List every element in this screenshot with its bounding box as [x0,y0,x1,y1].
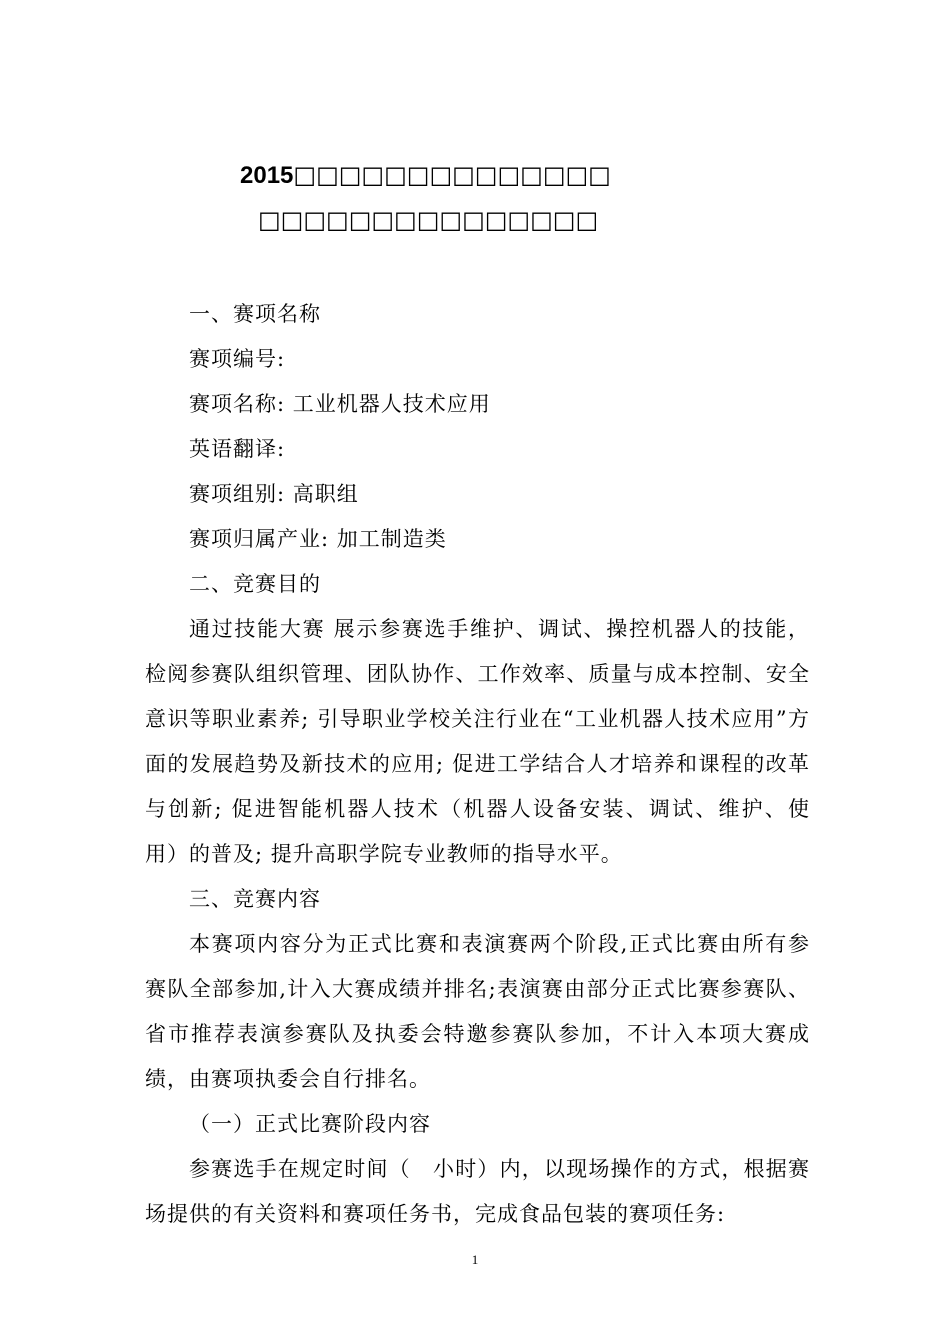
section-heading-purpose: 二、竞赛目的 [189,572,321,596]
field-event-group: 赛项组别: 高职组 [189,482,359,506]
document-body [145,292,810,1237]
title-year: 2015 [240,162,294,189]
document-title-line-2: □□□□□□□□□□□□□□□ [258,206,599,234]
title-line-1-text: □□□□□□□□□□□□□□ [293,161,611,189]
subsection-heading-formal-stage: （一）正式比赛阶段内容 [189,1112,431,1136]
field-event-industry: 赛项归属产业: 加工制造类 [189,527,447,551]
document-title-line-1 [240,160,611,191]
section-heading-event-name: 一、赛项名称 [189,302,321,326]
field-english-translation: 英语翻译: [189,437,286,461]
page-number: 1 [471,1252,479,1267]
field-event-code: 赛项编号: [189,347,286,371]
paragraph-formal-stage: 参赛选手在规定时间（ 小时）内，以现场操作的方式，根据赛场提供的有关资料和赛项任务书，完成食品包装的赛项任务: [145,1157,810,1226]
section-heading-content: 三、竞赛内容 [189,887,321,911]
paragraph-purpose: 通过技能大赛 展示参赛选手维护、调试、操控机器人的技能，检阅参赛队组织管理、团队协作、工作效率、质量与成本控制、安全意识等职业素养; 引导职业学校关注行业在“工业机器人技术应用”方面的发展趋势及新技术的应用; 促进工学结合人才培养和课程的改革与创新; 促进智能机器人技术（机器人设备安装、调试、维护、使用）的普及; 提升高职学院专业教师的指导水平。 [145,617,810,866]
paragraph-content: 本赛项内容分为正式比赛和表演赛两个阶段,正式比赛由所有参赛队全部参加,计入大赛成绩并排名;表演赛由部分正式比赛参赛队、省市推荐表演参赛队及执委会特邀参赛队参加，不计入本项大赛成绩，由赛项执委会自行排名。 [145,932,810,1091]
field-event-name: 赛项名称: 工业机器人技术应用 [189,392,491,416]
